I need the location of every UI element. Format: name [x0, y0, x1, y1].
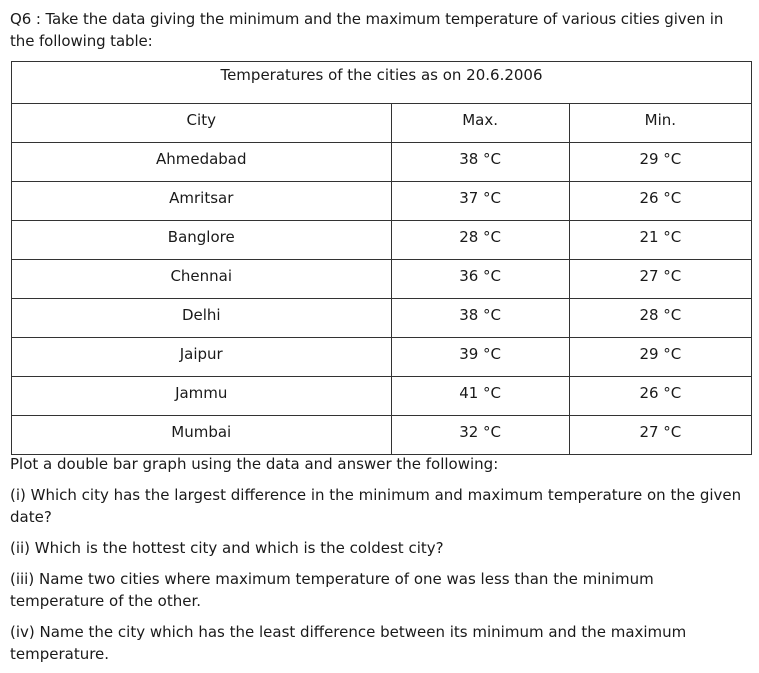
min-cell: 29 °C: [569, 338, 751, 377]
table-row: [12, 221, 752, 260]
city-cell: Amritsar: [12, 182, 392, 221]
city-cell: Chennai: [12, 260, 392, 299]
header-min: Min.: [569, 104, 751, 143]
subquestion-3: (iii) Name two cities where maximum temperature of one was less than the minimum temperature of the other.: [10, 570, 654, 610]
city-cell: Delhi: [12, 299, 392, 338]
header-city: City: [12, 104, 392, 143]
table-row: [12, 143, 752, 182]
city-cell: Jammu: [12, 377, 392, 416]
question-block: [10, 8, 752, 52]
follow-up-section: [10, 453, 752, 665]
city-cell: Jaipur: [12, 338, 392, 377]
max-cell: 36 °C: [391, 260, 569, 299]
max-cell: 32 °C: [391, 416, 569, 455]
table-header-row: [12, 104, 752, 143]
min-cell: 27 °C: [569, 260, 751, 299]
min-cell: 29 °C: [569, 143, 751, 182]
max-cell: 37 °C: [391, 182, 569, 221]
city-cell: Mumbai: [12, 416, 392, 455]
min-cell: 26 °C: [569, 377, 751, 416]
table-row: [12, 416, 752, 455]
instruction-text: Plot a double bar graph using the data and answer the following:: [10, 455, 499, 473]
table-row: [12, 338, 752, 377]
temperature-table: [11, 61, 752, 455]
city-cell: Ahmedabad: [12, 143, 392, 182]
max-cell: 39 °C: [391, 338, 569, 377]
table-row: [12, 260, 752, 299]
table-row: [12, 377, 752, 416]
max-cell: 38 °C: [391, 299, 569, 338]
question-text: Q6 : Take the data giving the minimum and the maximum temperature of various cities given in the following table:: [10, 10, 724, 50]
header-max: Max.: [391, 104, 569, 143]
subquestion-4: (iv) Name the city which has the least difference between its minimum and the maximum temperature.: [10, 623, 687, 663]
table-row: [12, 182, 752, 221]
table-caption: Temperatures of the cities as on 20.6.2006: [12, 62, 752, 104]
table-caption-row: [12, 62, 752, 104]
table-row: [12, 299, 752, 338]
min-cell: 28 °C: [569, 299, 751, 338]
max-cell: 28 °C: [391, 221, 569, 260]
city-cell: Banglore: [12, 221, 392, 260]
min-cell: 26 °C: [569, 182, 751, 221]
max-cell: 38 °C: [391, 143, 569, 182]
max-cell: 41 °C: [391, 377, 569, 416]
subquestion-1: (i) Which city has the largest difference in the minimum and maximum temperature on the given date?: [10, 486, 742, 526]
subquestion-2: (ii) Which is the hottest city and which is the coldest city?: [10, 539, 444, 557]
min-cell: 21 °C: [569, 221, 751, 260]
min-cell: 27 °C: [569, 416, 751, 455]
